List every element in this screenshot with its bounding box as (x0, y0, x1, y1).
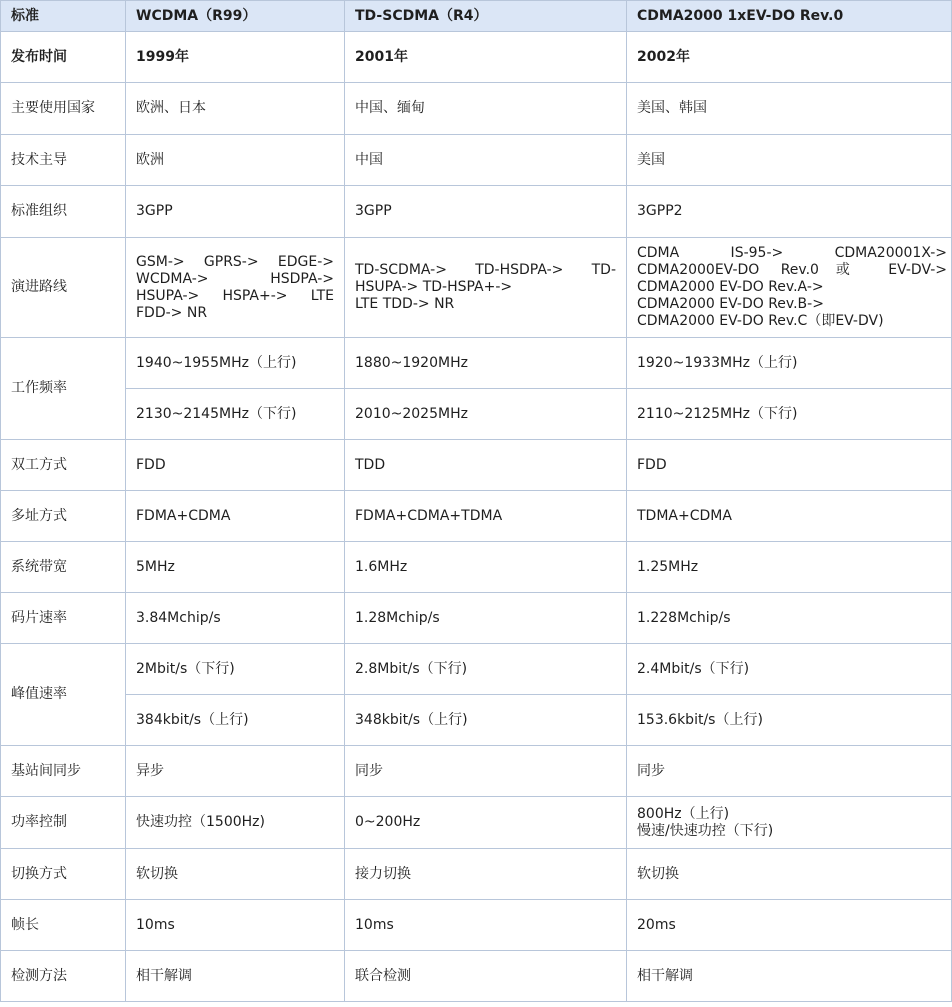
cell-detection-wcdma: 相干解调 (126, 951, 345, 1002)
cell-duplex-td-scdma: TDD (345, 440, 627, 491)
row-label-peak: 峰值速率 (1, 644, 126, 746)
row-label-chiprate: 码片速率 (1, 593, 126, 644)
cell-org-td-scdma: 3GPP (345, 186, 627, 238)
cell-peak-down-wcdma: 2Mbit/s（下行) (126, 644, 345, 695)
cell-peak-up-cdma2000: 153.6kbit/s（上行) (627, 695, 952, 746)
header-cell-wcdma: WCDMA（R99） (126, 1, 345, 32)
cell-peak-up-wcdma: 384kbit/s（上行) (126, 695, 345, 746)
table-row-detection (1, 951, 952, 1002)
table-row-peak-up (1, 695, 952, 746)
evolution-td-scdma-line: TD-SCDMA-> TD-HSDPA-> TD- (355, 262, 616, 278)
table-row-access (1, 491, 952, 542)
cell-leader-td-scdma: 中国 (345, 135, 627, 186)
cell-frequency-up-td-scdma: 1880~1920MHz (345, 338, 627, 389)
row-label-access: 多址方式 (1, 491, 126, 542)
evolution-cdma2000-line: CDMA2000 EV-DO Rev.B-> (637, 296, 824, 312)
power-cdma2000-line: 慢速/快速功控（下行) (637, 822, 774, 839)
table-row-org (1, 186, 952, 238)
cell-frame-td-scdma: 10ms (345, 900, 627, 951)
table-row-frequency-up (1, 338, 952, 389)
row-label-frame: 帧长 (1, 900, 126, 951)
table-row-countries (1, 83, 952, 135)
table-row-chiprate (1, 593, 952, 644)
cell-chiprate-td-scdma: 1.28Mchip/s (345, 593, 627, 644)
header-cell-cdma2000: CDMA2000 1xEV-DO Rev.0 (627, 1, 952, 32)
evolution-cdma2000-line: CDMA2000EV-DO Rev.0或 EV-DV-> (637, 262, 947, 278)
cell-detection-td-scdma: 联合检测 (345, 951, 627, 1002)
cell-bandwidth-cdma2000: 1.25MHz (627, 542, 952, 593)
table-row-power (1, 797, 952, 849)
cell-access-wcdma: FDMA+CDMA (126, 491, 345, 542)
cell-handover-td-scdma: 接力切换 (345, 849, 627, 900)
cell-leader-cdma2000: 美国 (627, 135, 952, 186)
evolution-wcdma-line: FDD-> NR (136, 304, 208, 321)
cell-power-td-scdma: 0~200Hz (345, 797, 627, 849)
evolution-td-scdma-line: HSUPA-> TD-HSPA+-> (355, 279, 513, 295)
table-row-sync (1, 746, 952, 797)
header-row (1, 1, 952, 32)
evolution-wcdma-line: GSM-> GPRS-> EDGE-> (136, 253, 334, 270)
power-cdma2000-line: 800Hz（上行) (637, 805, 730, 822)
table-row-duplex (1, 440, 952, 491)
evolution-wcdma-line: HSUPA-> HSPA+-> LTE (136, 287, 334, 304)
cell-peak-up-td-scdma: 348kbit/s（上行) (345, 695, 627, 746)
table-row-handover (1, 849, 952, 900)
row-label-release: 发布时间 (1, 32, 126, 83)
cell-frequency-up-cdma2000: 1920~1933MHz（上行) (627, 338, 952, 389)
table-row-frequency-down (1, 389, 952, 440)
row-label-power: 功率控制 (1, 797, 126, 849)
cell-chiprate-wcdma: 3.84Mchip/s (126, 593, 345, 644)
cell-release-td-scdma: 2001年 (345, 32, 627, 83)
cell-bandwidth-wcdma: 5MHz (126, 542, 345, 593)
evolution-cdma2000-line: CDMA IS-95-> CDMA20001X-> (637, 245, 947, 261)
cell-duplex-cdma2000: FDD (627, 440, 952, 491)
evolution-wcdma-line: WCDMA-> HSDPA-> (136, 270, 334, 287)
row-label-sync: 基站间同步 (1, 746, 126, 797)
cell-bandwidth-td-scdma: 1.6MHz (345, 542, 627, 593)
header-cell-td-scdma: TD-SCDMA（R4） (345, 1, 627, 32)
cell-sync-td-scdma: 同步 (345, 746, 627, 797)
cell-chiprate-cdma2000: 1.228Mchip/s (627, 593, 952, 644)
cell-evolution-td-scdma (345, 238, 627, 338)
row-label-handover: 切换方式 (1, 849, 126, 900)
row-label-frequency: 工作频率 (1, 338, 126, 440)
cell-frequency-up-wcdma: 1940~1955MHz（上行) (126, 338, 345, 389)
table-row-leader (1, 135, 952, 186)
cell-countries-cdma2000: 美国、韩国 (627, 83, 952, 135)
cell-frequency-down-td-scdma: 2010~2025MHz (345, 389, 627, 440)
row-label-bandwidth: 系统带宽 (1, 542, 126, 593)
row-label-leader: 技术主导 (1, 135, 126, 186)
cell-frequency-down-cdma2000: 2110~2125MHz（下行) (627, 389, 952, 440)
cell-peak-down-td-scdma: 2.8Mbit/s（下行) (345, 644, 627, 695)
table-row-peak-down (1, 644, 952, 695)
cell-countries-wcdma: 欧洲、日本 (126, 83, 345, 135)
cell-evolution-cdma2000 (627, 238, 952, 338)
row-label-countries: 主要使用国家 (1, 83, 126, 135)
table-row-release (1, 32, 952, 83)
evolution-td-scdma-line: LTE TDD-> NR (355, 296, 455, 312)
row-label-org: 标准组织 (1, 186, 126, 238)
cell-sync-wcdma: 异步 (126, 746, 345, 797)
cell-evolution-wcdma (126, 238, 345, 338)
cell-peak-down-cdma2000: 2.4Mbit/s（下行) (627, 644, 952, 695)
cell-duplex-wcdma: FDD (126, 440, 345, 491)
row-label-evolution: 演进路线 (1, 238, 126, 338)
evolution-cdma2000-line: CDMA2000 EV-DO Rev.A-> (637, 279, 824, 295)
header-cell-standard: 标准 (1, 1, 126, 32)
table-row-evolution (1, 238, 952, 338)
cell-handover-wcdma: 软切换 (126, 849, 345, 900)
cell-release-wcdma: 1999年 (126, 32, 345, 83)
table-row-frame (1, 900, 952, 951)
cell-release-cdma2000: 2002年 (627, 32, 952, 83)
cell-sync-cdma2000: 同步 (627, 746, 952, 797)
cell-access-cdma2000: TDMA+CDMA (627, 491, 952, 542)
evolution-cdma2000-line: CDMA2000 EV-DO Rev.C（即EV-DV) (637, 313, 884, 329)
cell-org-cdma2000: 3GPP2 (627, 186, 952, 238)
cell-frame-wcdma: 10ms (126, 900, 345, 951)
table-row-bandwidth (1, 542, 952, 593)
cell-org-wcdma: 3GPP (126, 186, 345, 238)
cell-countries-td-scdma: 中国、缅甸 (345, 83, 627, 135)
row-label-detection: 检测方法 (1, 951, 126, 1002)
cell-frame-cdma2000: 20ms (627, 900, 952, 951)
cell-detection-cdma2000: 相干解调 (627, 951, 952, 1002)
cell-handover-cdma2000: 软切换 (627, 849, 952, 900)
cell-leader-wcdma: 欧洲 (126, 135, 345, 186)
cell-power-cdma2000 (627, 797, 952, 849)
cell-power-wcdma: 快速功控（1500Hz) (126, 797, 345, 849)
cell-access-td-scdma: FDMA+CDMA+TDMA (345, 491, 627, 542)
cell-frequency-down-wcdma: 2130~2145MHz（下行) (126, 389, 345, 440)
row-label-duplex: 双工方式 (1, 440, 126, 491)
